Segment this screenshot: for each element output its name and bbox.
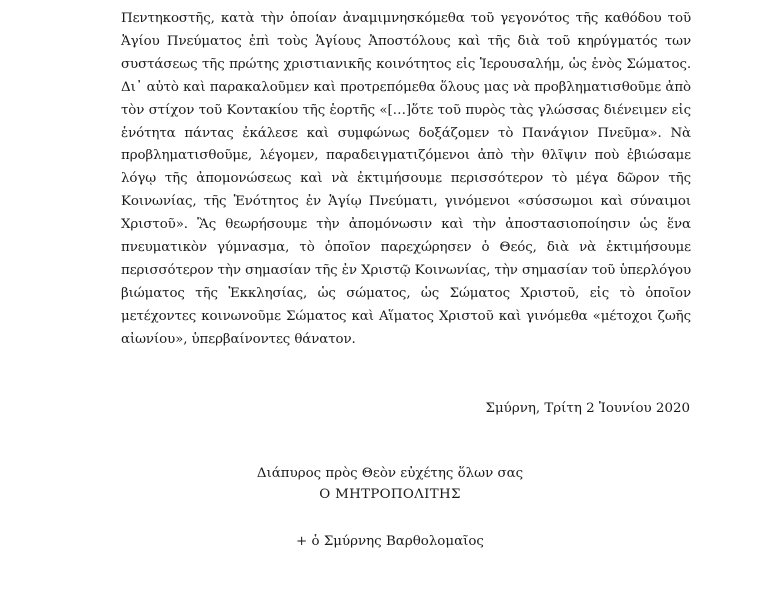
- letter-body: [121, 8, 691, 352]
- closing-line: Διάπυρος πρὸς Θεὸν εὐχέτης ὅλων σας: [256, 466, 524, 481]
- signer-title: Ο ΜΗΤΡΟΠΟΛΙΤΗΣ: [319, 487, 461, 502]
- date-line: Σμύρνη, Τρίτη 2 Ἰουνίου 2020: [485, 401, 690, 416]
- signature-line: + ὁ Σμύρνης Βαρθολομαῖος: [296, 534, 484, 549]
- body-paragraph: Πεντηκοστῆς, κατὰ τὴν ὁποίαν ἀναμιμνησκόμεθα τοῦ γεγονότος τῆς καθόδου τοῦ Ἁγίου Πνεύματος ἐπὶ τοὺς Ἁγίους Ἀποστόλους καὶ τῆς διὰ τοῦ κηρύγματός των συστάσεως τῆς πρώτης χριστιανικῆς κοινότητος εἰς Ἱερουσαλήμ, ὡς ἑνὸς Σώματος. Δι᾽ αὐτὸ καὶ παρακαλοῦμεν καὶ προτρεπόμεθα ὅλους μας νὰ προβληματισθοῦμε ἀπὸ τὸν στίχον τοῦ Κοντακίου τῆς ἑορτῆς «[…]ὅτε τοῦ πυρὸς τὰς γλώσσας διένειμεν εἰς ἑνότητα πάντας ἐκάλεσε καὶ συμφώνως δοξάζομεν τὸ Πανάγιον Πνεῦμα». Νὰ προβληματισθοῦμε, λέγομεν, παραδειγματιζόμενοι ἀπὸ τὴν θλῖψιν ποὺ ἐβιώσαμε λόγῳ τῆς ἀπομονώσεως καὶ νὰ ἐκτιμήσουμε περισσότερον τὸ μέγα δῶρον τῆς Κοινωνίας, τῆς Ἑνότητος ἐν Ἁγίῳ Πνεύματι, γινόμενοι «σύσσωμοι καὶ σύναιμοι Χριστοῦ». Ἂς θεωρήσουμε τὴν ἀπομόνωσιν καὶ τὴν ἀποστασιοποίησιν ὡς ἕνα πνευματικὸν γύμνασμα, τὸ ὁποῖον παρεχώρησεν ὁ Θεός, διὰ νὰ ἐκτιμήσουμε περισσότερον τὴν σημασίαν τῆς ἐν Χριστῷ Κοινωνίας, τὴν σημασίαν τοῦ ὑπερλόγου βιώματος τῆς Ἐκκλησίας, ὡς σώματος, ὡς Σώματος Χριστοῦ, εἰς τὸ ὁποῖον μετέχοντες κοινωνοῦμε Σώματος καὶ Αἵματος Χριστοῦ καὶ γινόμεθα «μέτοχοι ζωῆς αἰωνίου», ὑπερβαίνοντες θάνατον.: [121, 11, 691, 347]
